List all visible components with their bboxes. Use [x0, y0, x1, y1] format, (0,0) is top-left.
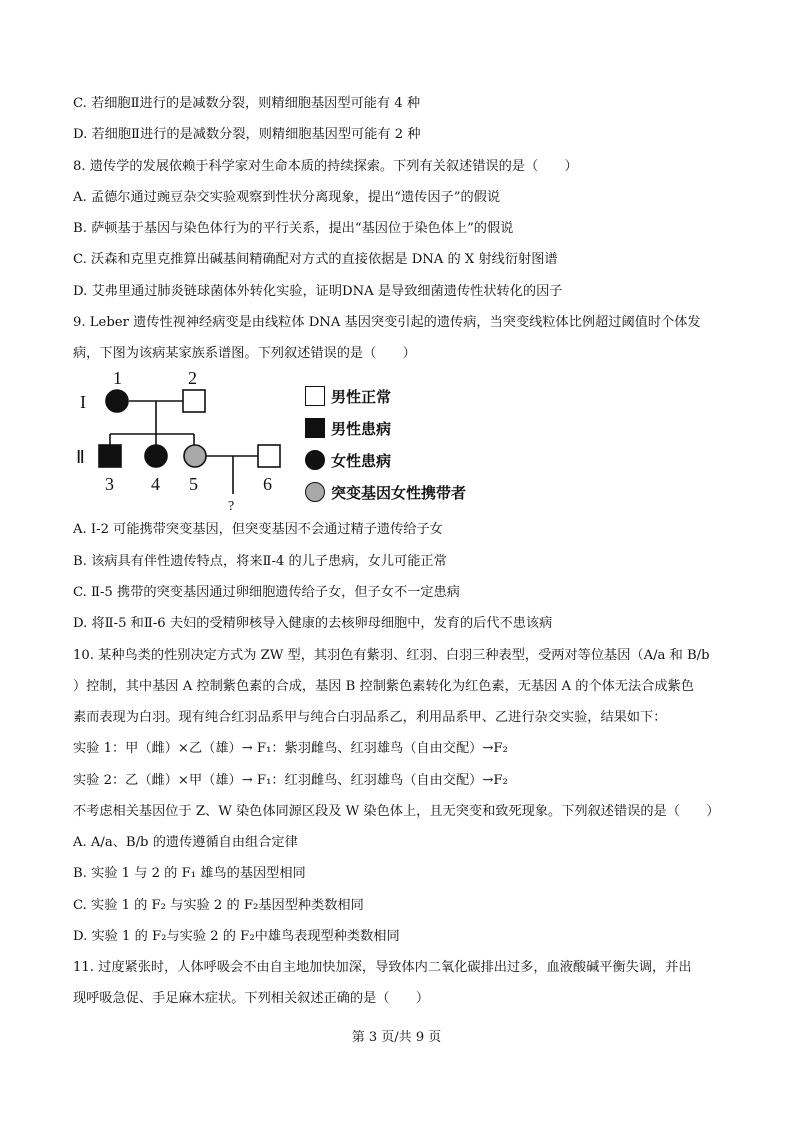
- gray-circle-icon: [305, 482, 325, 502]
- individual-II-5: [184, 445, 206, 467]
- option-c-q8: C. 沃森和克里克推算出碱基间精确配对方式的直接依据是 DNA 的 X 射线衍射图谱: [73, 252, 558, 267]
- unknown-offspring-label: ?: [228, 499, 235, 514]
- question-9-stem-line-2: 病，下图为该病某家族系谱图。下列叙述错误的是（ ）: [73, 346, 416, 361]
- id-label-4: 4: [151, 474, 160, 494]
- option-c-q9: C. Ⅱ-5 携带的突变基因通过卵细胞遗传给子女，但子女不一定患病: [73, 585, 460, 600]
- legend-item-affected-female: [305, 444, 505, 476]
- experiment-1: 实验 1：甲（雌）×乙（雄）→ F₁：紫羽雌鸟、红羽雄鸟（自由交配）→F₂: [73, 741, 508, 756]
- id-label-6: 6: [263, 474, 272, 494]
- black-circle-icon: [305, 450, 325, 470]
- question-11-stem-line-2: 现呼吸急促、手足麻木症状。下列相关叙述正确的是（ ）: [73, 991, 430, 1006]
- individual-II-4: [145, 445, 167, 467]
- question-8-stem: 8. 遗传学的发展依赖于科学家对生命本质的持续探索。下列有关叙述错误的是（ ）: [73, 159, 578, 174]
- pedigree-diagram: [70, 368, 300, 518]
- option-b-q10: B. 实验 1 与 2 的 F₁ 雄鸟的基因型相同: [73, 866, 306, 881]
- option-a-q8: A. 孟德尔通过豌豆杂交实验观察到性状分离现象，提出“遗传因子”的假说: [73, 190, 501, 205]
- option-d-q8: D. 艾弗里通过肺炎链球菌体外转化实验，证明DNA 是导致细菌遗传性状转化的因子: [73, 284, 563, 299]
- question-10-stem-line-3: 素而表现为白羽。现有纯合红羽品系甲与纯合白羽品系乙，利用品系甲、乙进行杂交实验，结果如下：: [73, 710, 667, 725]
- legend-label: 男性患病: [331, 419, 392, 438]
- pedigree-legend: [305, 380, 505, 508]
- option-a-q9: A. I-2 可能携带突变基因，但突变基因不会通过精子遗传给子女: [73, 522, 443, 537]
- legend-label: 突变基因女性携带者: [331, 483, 467, 502]
- black-square-icon: [305, 418, 325, 438]
- option-c-q10: C. 实验 1 的 F₂ 与实验 2 的 F₂基因型种类数相同: [73, 898, 364, 913]
- individual-II-3: [99, 445, 121, 467]
- question-10-condition: 不考虑相关基因位于 Z、W 染色体同源区段及 W 染色体上，且无突变和致死现象。下列叙述错误的是（ ）: [73, 804, 720, 819]
- option-b-q9: B. 该病具有伴性遗传特点，将来Ⅱ-4 的儿子患病，女儿可能正常: [73, 554, 447, 569]
- individual-I-1: [106, 390, 128, 412]
- experiment-2: 实验 2：乙（雌）×甲（雄）→ F₁：红羽雌鸟、红羽雄鸟（自由交配）→F₂: [73, 773, 508, 788]
- option-c-q7: C. 若细胞Ⅱ进行的是减数分裂，则精细胞基因型可能有 4 种: [73, 96, 421, 111]
- legend-item-carrier-female: [305, 476, 505, 508]
- id-label-5: 5: [189, 474, 198, 494]
- option-d-q7: D. 若细胞Ⅱ进行的是减数分裂，则精细胞基因型可能有 2 种: [73, 127, 421, 142]
- gen-label-I: I: [80, 392, 86, 412]
- id-label-3: 3: [105, 474, 114, 494]
- white-square-icon: [305, 386, 325, 406]
- legend-item-normal-male: [305, 380, 505, 412]
- id-label-1: 1: [113, 368, 122, 388]
- legend-label: 男性正常: [331, 387, 392, 406]
- question-9-stem-line-1: 9. Leber 遗传性视神经病变是由线粒体 DNA 基因突变引起的遗传病，当突变线粒体比例超过阈值时个体发: [73, 315, 701, 330]
- question-11-stem-line-1: 11. 过度紧张时，人体呼吸会不由自主地加快加深，导致体内二氧化碳排出过多，血液酸碱平衡失调，并出: [73, 960, 692, 975]
- id-label-2: 2: [188, 368, 197, 388]
- option-a-q10: A. A/a、B/b 的遗传遵循自由组合定律: [73, 835, 298, 850]
- individual-I-2: [183, 390, 205, 412]
- individual-II-6: [258, 445, 280, 467]
- option-d-q10: D. 实验 1 的 F₂与实验 2 的 F₂中雄鸟表现型种类数相同: [73, 929, 400, 944]
- question-10-stem-line-1: 10. 某种鸟类的性别决定方式为 ZW 型，其羽色有紫羽、红羽、白羽三种表型，受两对等位基因（A/a 和 B/b: [73, 648, 710, 663]
- question-10-stem-line-2: ）控制，其中基因 A 控制紫色素的合成，基因 B 控制紫色素转化为红色素，无基因 A 的个体无法合成紫色: [73, 679, 694, 694]
- gen-label-II: Ⅱ: [76, 447, 85, 467]
- legend-item-affected-male: [305, 412, 505, 444]
- option-b-q8: B. 萨顿基于基因与染色体行为的平行关系，提出“基因位于染色体上”的假说: [73, 221, 514, 236]
- option-d-q9: D. 将Ⅱ-5 和Ⅱ-6 夫妇的受精卵核导入健康的去核卵母细胞中，发育的后代不患该病: [73, 616, 553, 631]
- legend-label: 女性患病: [331, 451, 392, 470]
- page-footer: 第 3 页/共 9 页: [351, 1030, 442, 1045]
